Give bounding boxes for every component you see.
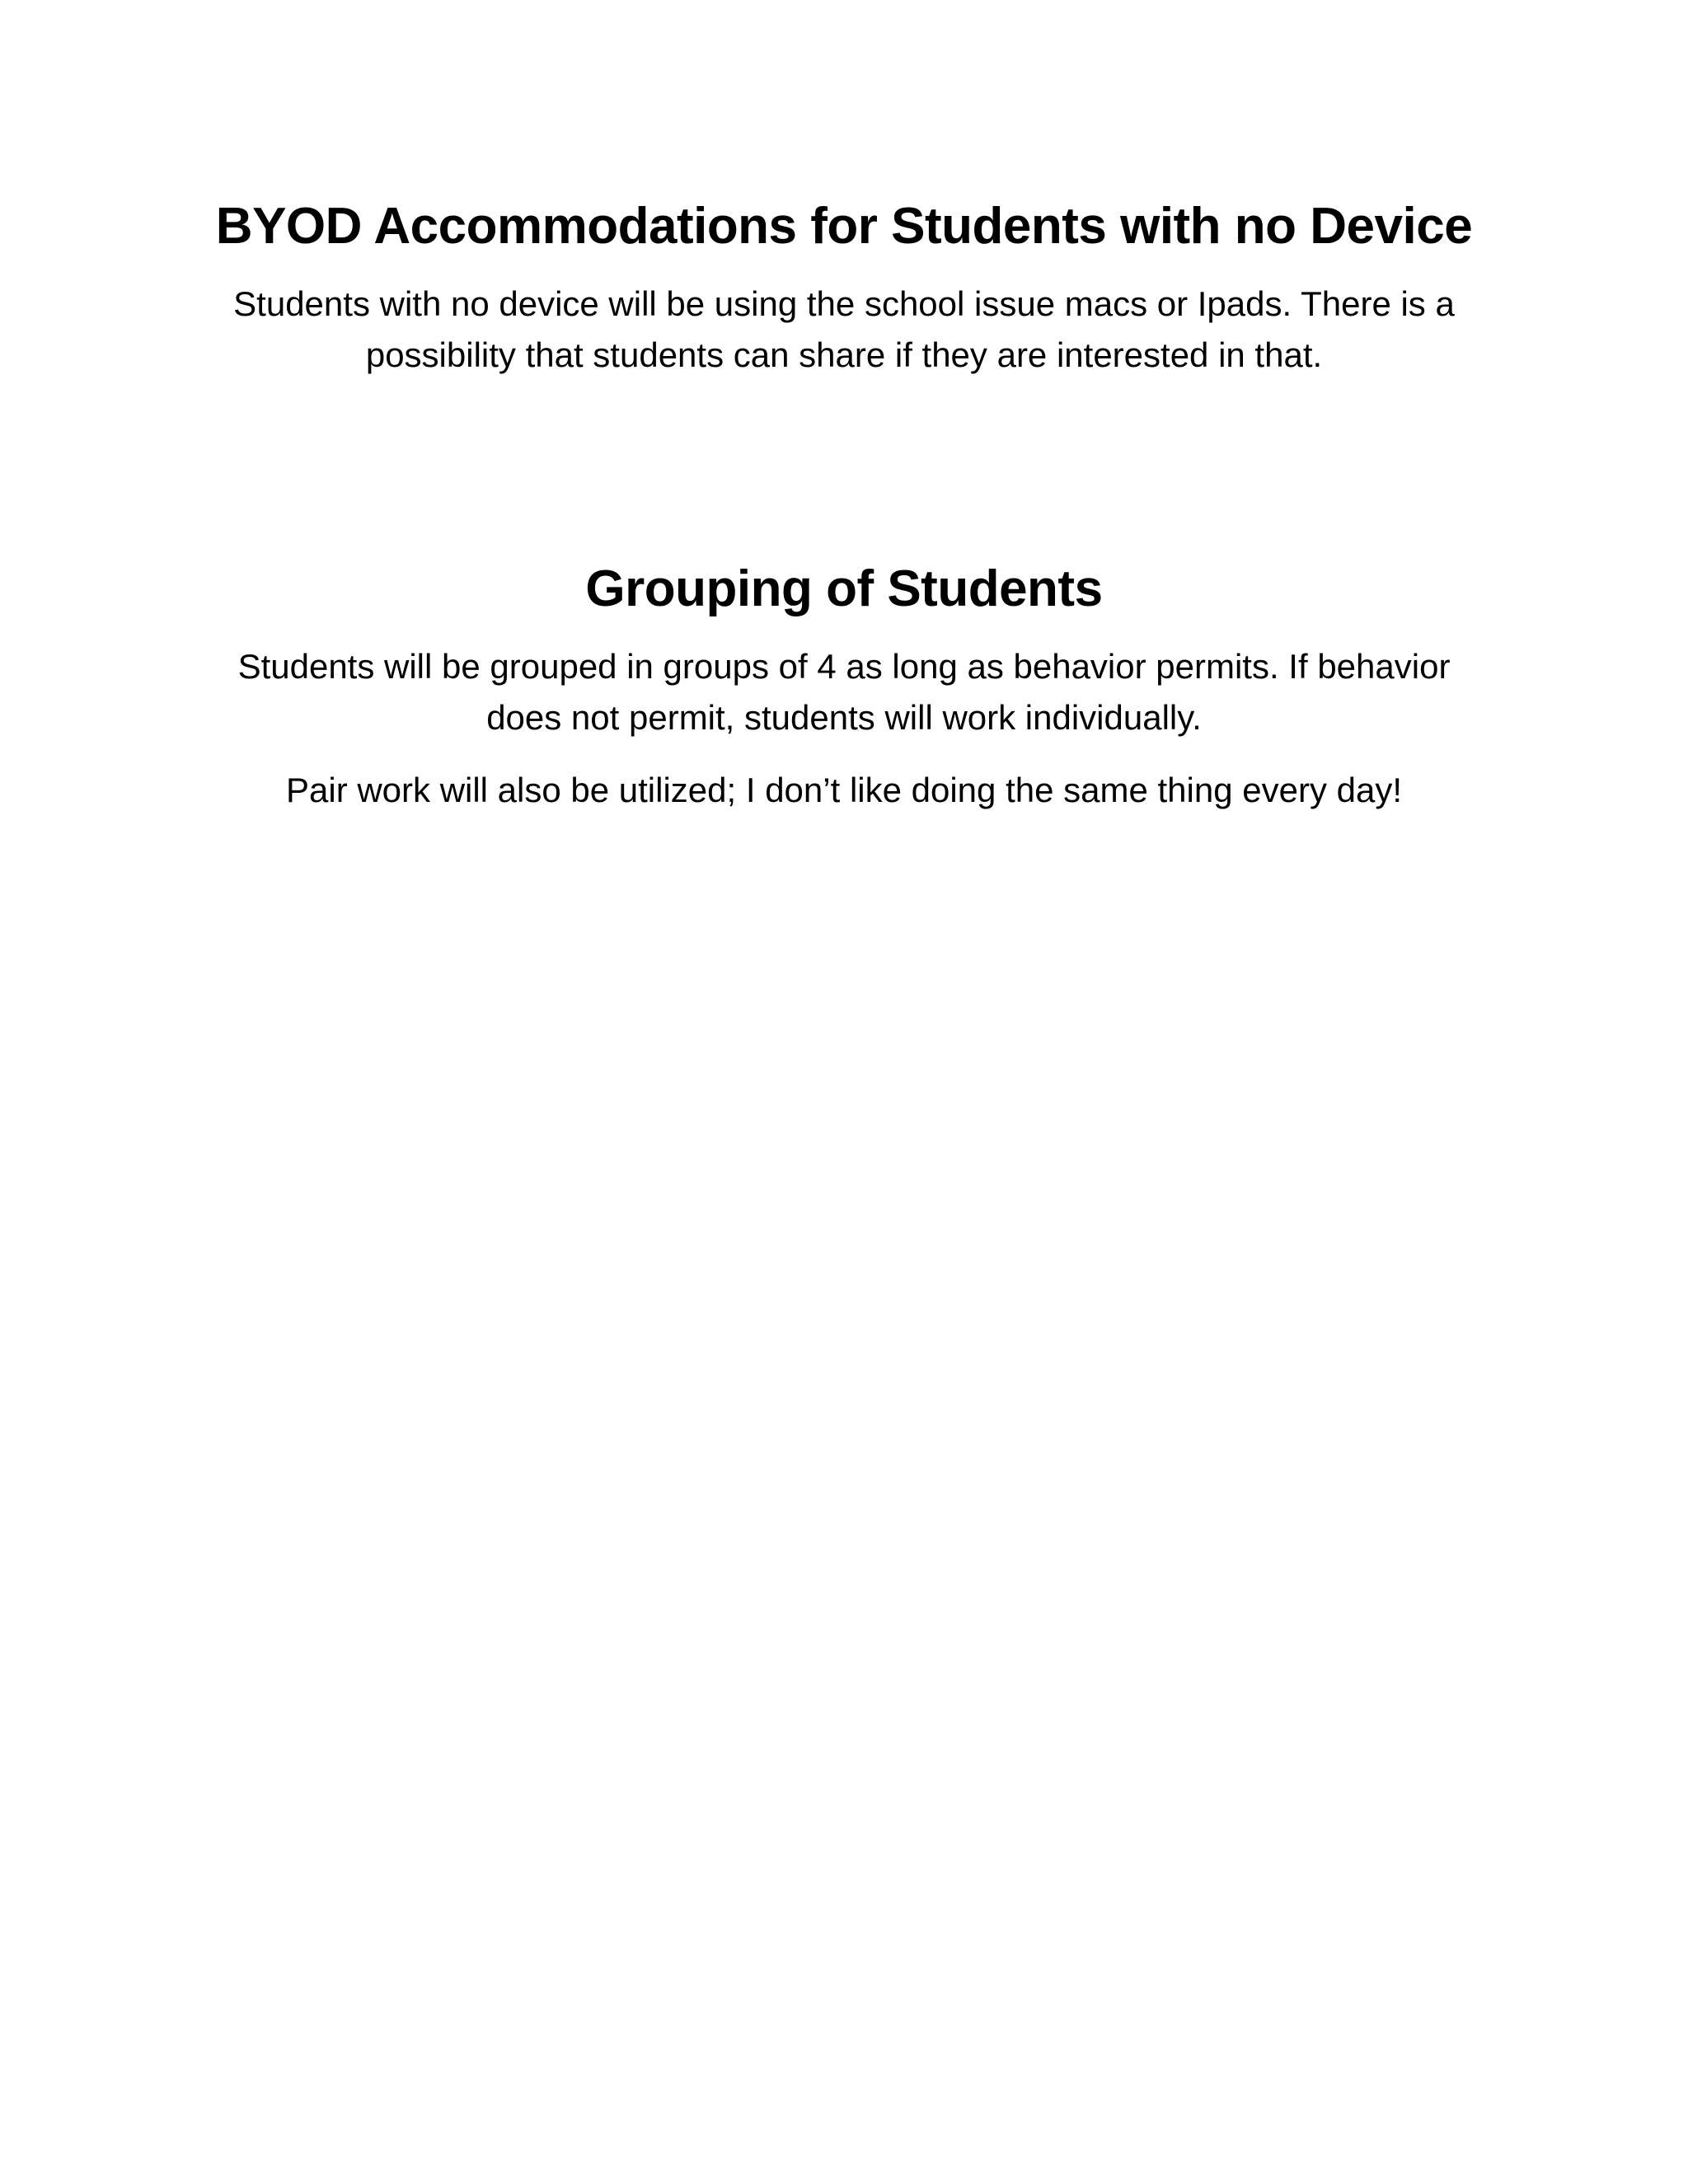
grouping-section: [198, 554, 1490, 816]
byod-section: [198, 191, 1490, 381]
byod-paragraph: Students with no device will be using the school issue macs or Ipads. There is a possibility that students can share if they are interested in that.: [233, 284, 1455, 374]
byod-heading: BYOD Accommodations for Students with no Device: [215, 198, 1473, 255]
grouping-paragraph-groups: Students will be grouped in groups of 4 as long as behavior permits. If behavior does not permit, students will work individually.: [237, 647, 1451, 737]
grouping-heading: Grouping of Students: [585, 560, 1103, 617]
grouping-paragraph-pair-work: Pair work will also be utilized; I don’t like doing the same thing every day!: [285, 771, 1402, 809]
